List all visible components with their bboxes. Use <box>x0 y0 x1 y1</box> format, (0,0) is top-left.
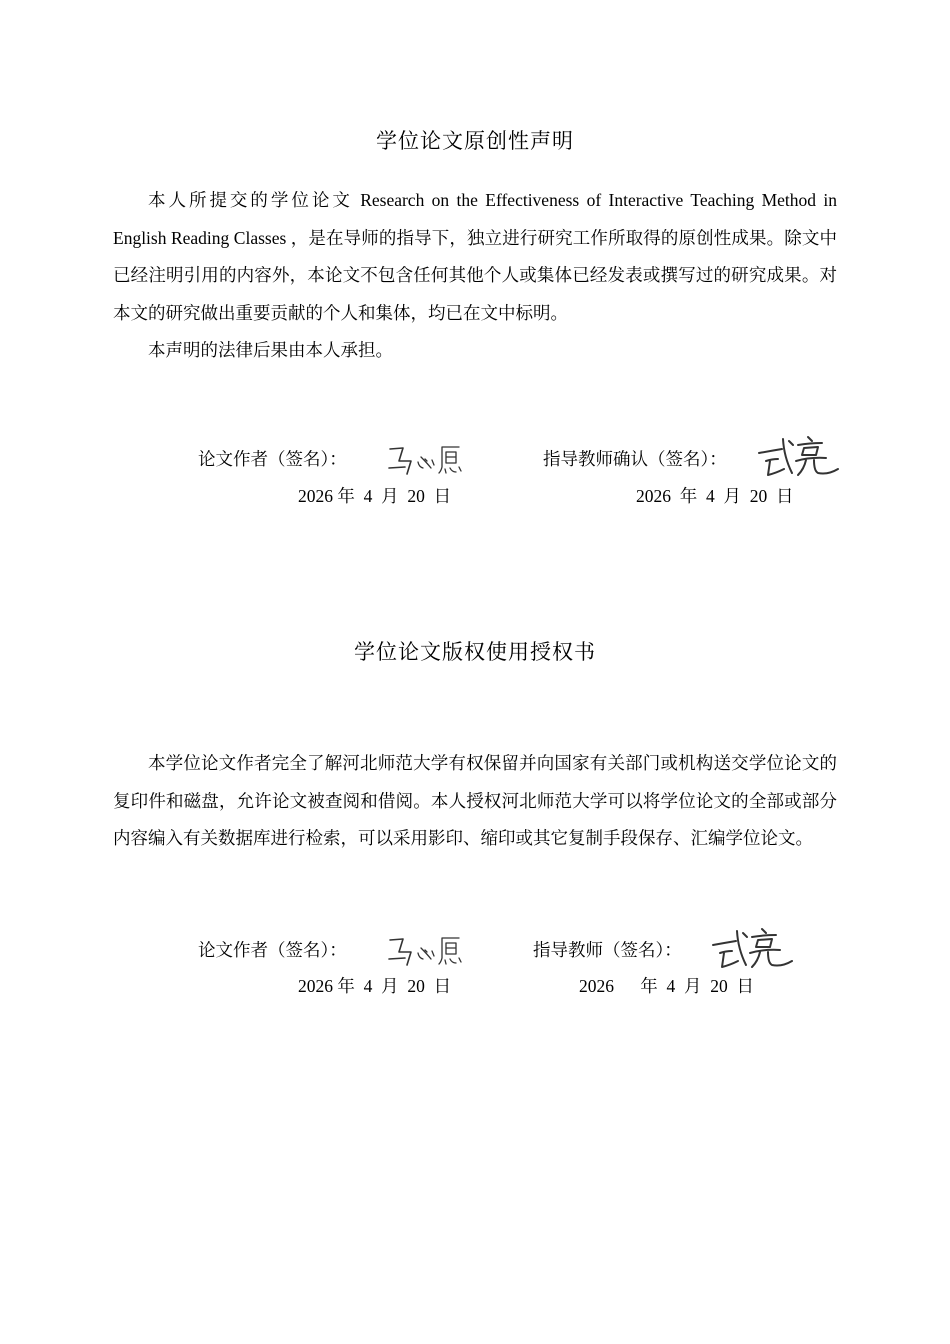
authorization-title: 学位论文版权使用授权书 <box>354 640 596 664</box>
advisor-signature-1 <box>756 431 842 481</box>
advisor-signature-image <box>756 431 842 481</box>
declaration-body <box>113 182 837 370</box>
authorization-body <box>113 745 837 858</box>
advisor-date-1: 2026 年 4 月 20 日 <box>636 486 794 506</box>
author-signature-2 <box>385 932 465 968</box>
authorization-paragraph: 本学位论文作者完全了解河北师范大学有权保留并向国家有关部门或机构送交学位论文的复印件和磁盘，允许论文被查阅和借阅。本人授权河北师范大学可以将学位论文的全部或部分内容编入有关数据库进行检索，可以采用影印、缩印或其它复制手段保存、汇编学位论文。 <box>113 753 837 848</box>
advisor-signature-label-2: 指导教师（签名）： <box>533 940 682 960</box>
advisor-date-2: 2026 年 4 月 20 日 <box>579 976 754 996</box>
thesis-title: Research on the Effectiveness of Interactive Teaching Method in English Reading Classes <box>113 190 838 248</box>
author-date-2: 2026 年 4 月 20 日 <box>298 976 452 996</box>
author-signature-image <box>385 441 465 477</box>
author-date-1: 2026 年 4 月 20 日 <box>298 486 452 506</box>
author-signature-label-2: 论文作者（签名）： <box>198 940 347 960</box>
declaration-title: 学位论文原创性声明 <box>376 129 574 153</box>
para1-prefix: 本人所提交的学位论文 <box>148 190 361 210</box>
advisor-signature-label-1: 指导教师确认（签名）： <box>543 449 727 469</box>
para1-suffix: ，是在导师的指导下，独立进行研究工作所取得的原创性成果。除文中已经注明引用的内容外，本论文不包含任何其他个人或集体已经发表或撰写过的研究成果。对本文的研究做出重要贡献的个人和集体，均已在文中标明。 <box>113 227 838 323</box>
advisor-signature-image-2 <box>710 923 796 973</box>
declaration-paragraph-1 <box>113 182 837 332</box>
author-signature-label-1: 论文作者（签名）： <box>198 449 347 469</box>
author-signature-image-2 <box>385 932 465 968</box>
declaration-paragraph-2: 本声明的法律后果由本人承担。 <box>148 340 393 360</box>
author-signature-1 <box>385 441 465 477</box>
advisor-signature-2 <box>710 923 796 973</box>
